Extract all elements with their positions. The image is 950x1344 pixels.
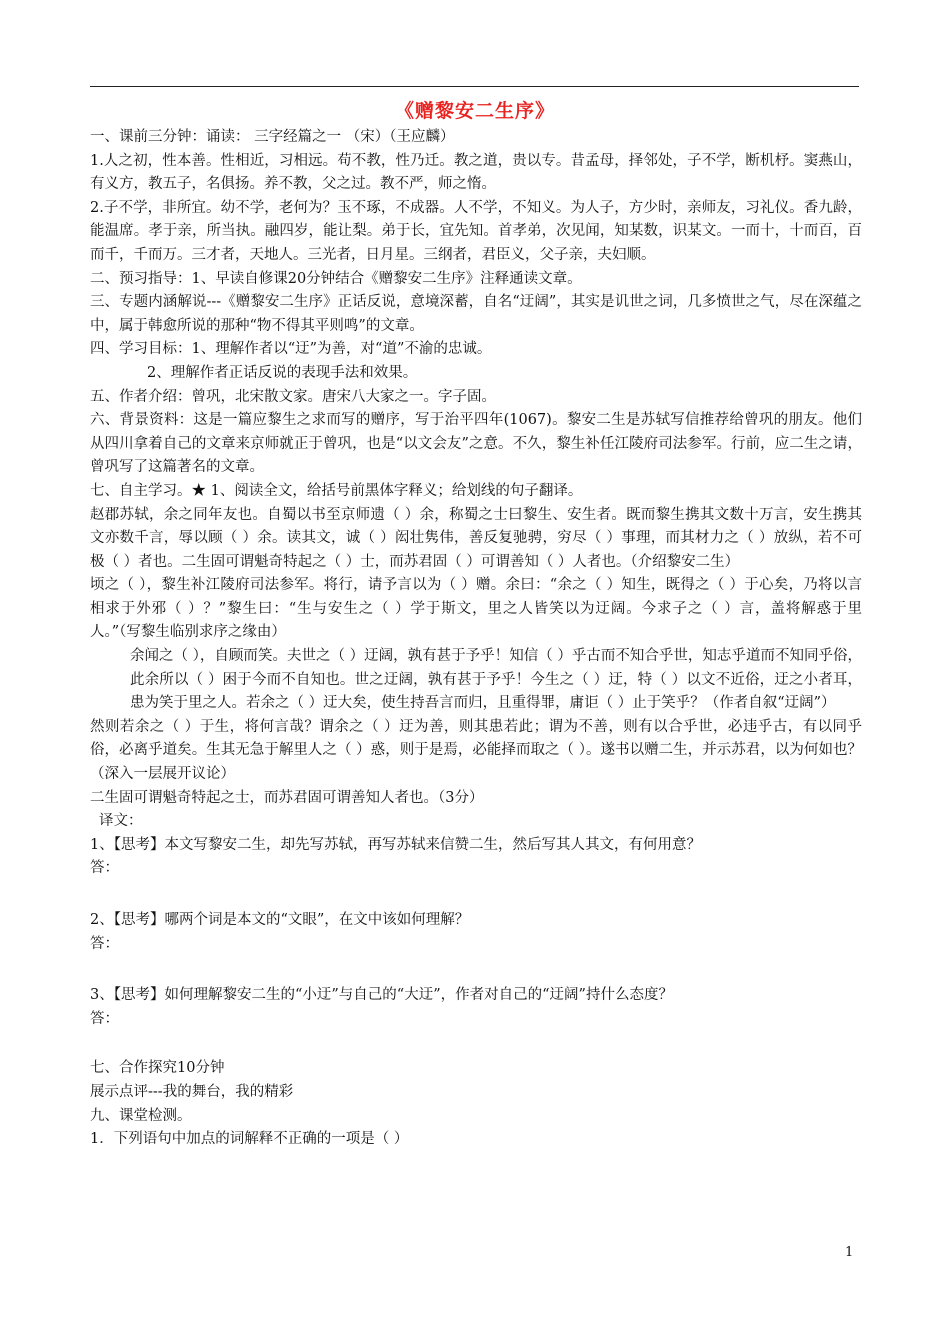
section-self-study: 七、自主学习。★ 1、阅读全文，给括号前黑体字释义；给划线的句子翻译。 (90, 482, 583, 499)
section-background: 六、背景资料：这是一篇应黎生之求而写的赠序，写于治平四年(1067)。黎安二生是苏轼写信推荐给曾巩的朋友。他们从四川拿着自己的文章来京师就正于曾巩，也是“以文会友”之意。不久，黎生补任江陵府司法参军。行前，应二生之请，曾巩写了这篇著名的文章。 (90, 412, 862, 476)
passage-paragraph-4: 然则若余之（ ）于生，将何言哉？谓余之（ ）迂为善，则其患若此；谓为不善，则有以合乎世，必违乎古，有以同乎俗，必离乎道矣。生其无急于解里人之（ ）惑，则于是焉，必能择而取之（ ）。遂书以赠二生，并示苏君，以为何如也？（深入一层展开议论） (90, 718, 862, 783)
answer-label-2: 答： (90, 935, 119, 952)
question-2: 2、【思考】哪两个词是本文的“文眼”，在文中该如何理解？ (90, 912, 470, 928)
translation-sentence: 二生固可谓魁奇特起之士，而苏君固可谓善知人者也。（3分） (90, 789, 484, 806)
section-warmup-heading: 一、课前三分钟：诵读： 三字经篇之一 （宋）（王应麟） (90, 129, 455, 145)
section-learning-goals: 四、学习目标：1、理解作者以“迂”为善，对“道”不渝的忠诚。 (90, 341, 492, 358)
section-preview-guide: 二、预习指导：1、早读自修课20分钟结合《赠黎安二生序》注释通读文章。 (90, 270, 582, 287)
header-rule (90, 86, 859, 87)
passage-paragraph-3: 余闻之（ ），自顾而笑。夫世之（ ）迂阔，孰有甚于予乎！知信（ ）乎古而不知合乎世，知志乎道而不知同乎俗，此余所以（ ）困于今而不自知也。世之迂阔，孰有甚于予乎！今生之（ ）迂，特（ ）以文不近俗，迂之小者耳，患为笑于里之人。若余之（ ）迂大矣，使生持吾言而归，且重得罪，庸讵（ ）止于笑乎？（作者自叙“迂阔”） (130, 648, 862, 712)
question-3: 3、【思考】如何理解黎安二生的“小迂”与自己的“大迂”，作者对自己的“迂阔”持什么态度？ (90, 987, 673, 1004)
section-author-intro: 五、作者介绍：曾巩，北宋散文家。唐宋八大家之一。字子固。 (90, 388, 496, 405)
test-question-1: 1．下列语句中加点的词解释不正确的一项是（ ） (90, 1131, 409, 1148)
answer-space-2 (90, 956, 862, 984)
document-body (90, 126, 862, 1152)
question-1: 1、【思考】本文写黎安二生，却先写苏轼，再写苏轼来信赞二生，然后写其人其文，有何用意？ (90, 836, 701, 853)
recitation-paragraph-2: 2.子不学，非所宜。幼不学，老何为？玉不琢，不成器。人不学，不知义。为人子，方少时，亲师友，习礼仪。香九龄，能温席。孝于亲，所当执。融四岁，能让梨。弟于长，宜先知。首孝弟，次见闻，知某数，识某文。一而十，十而百，百而千，千而万。三才者，天地人。三光者，日月星。三纲者，君臣义，父子亲，夫妇顺。 (90, 199, 862, 263)
section-theme-explanation: 三、专题内涵解说---《赠黎安二生序》正话反说，意境深蓄，自名“迂阔”，其实是讥世之词，几多愤世之气，尽在深蕴之中，属于韩愈所说的那种“物不得其平则鸣”的文章。 (90, 294, 862, 334)
learning-goal-2: 2、理解作者正话反说的表现手法和效果。 (147, 364, 418, 381)
document-title: 《赠黎安二生序》 (394, 100, 555, 122)
passage-paragraph-2: 顷之（ ），黎生补江陵府司法参军。将行，请予言以为（ ）赠。余曰：“余之（ ）知生，既得之（ ）于心矣，乃将以言相求于外邪（ ）？”黎生曰：“生与安生之（ ）学于斯文，里之人皆笑以为迂阔。今求子之（ ）言，盖将解惑于里人。”（写黎生临别求序之缘由） (90, 577, 862, 641)
section-cooperative-inquiry: 七、合作探究10分钟 (90, 1060, 225, 1077)
answer-space-1 (90, 881, 862, 909)
section-class-test: 九、课堂检测。 (90, 1107, 192, 1124)
translation-label: 译文： (99, 813, 143, 830)
recitation-paragraph-1: 1.人之初，性本善。性相近，习相远。苟不教，性乃迁。教之道，贵以专。昔孟母，择邻处，子不学，断机杼。窦燕山，有义方，教五子，名俱扬。养不教，父之过。教不严，师之惰。 (90, 152, 862, 193)
presentation-comment: 展示点评---我的舞台，我的精彩 (90, 1083, 294, 1100)
answer-label-3: 答： (90, 1010, 119, 1027)
answer-label-1: 答： (90, 860, 119, 877)
passage-paragraph-1: 赵郡苏轼，余之同年友也。自蜀以书至京师遗（ ）余，称蜀之士曰黎生、安生者。既而黎生携其文数十万言，安生携其文亦数千言，辱以顾（ ）余。读其文，诚（ ）闳壮隽伟，善反复驰骋，穷尽（ ）事理，而其材力之（ ）放纵，若不可 极（ ）者也。二生固可谓魁奇特起之（ ）士，而苏君固（ ）可谓善知（ ）人者也。（介绍黎安二生） (90, 506, 862, 570)
page-number: 1 (845, 1245, 854, 1260)
answer-space-3 (90, 1031, 862, 1057)
